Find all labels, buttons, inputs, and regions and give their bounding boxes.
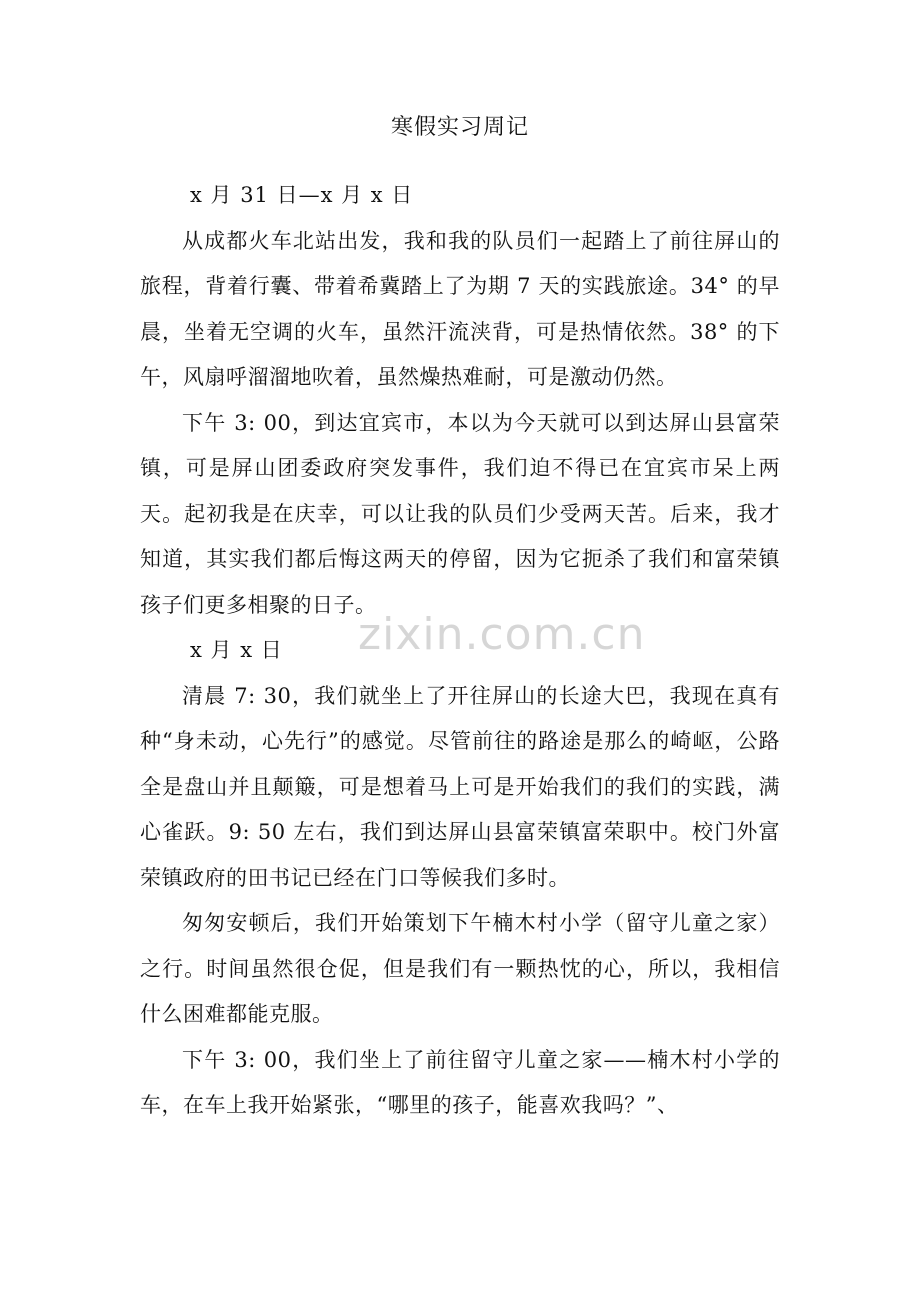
paragraph: 匆匆安顿后，我们开始策划下午楠木村小学（留守儿童之家）之行。时间虽然很仓促，但是我们有一颗热忱的心，所以，我相信什么困难都能克服。 xyxy=(140,911,780,1026)
date-heading: x 月 x 日 xyxy=(190,638,283,662)
document-body xyxy=(140,173,780,1129)
date-heading: x 月 31 日—x 月 x 日 xyxy=(190,183,414,207)
watermark: zixin.com.cn xyxy=(358,609,646,660)
paragraph: 下午 3: 00，到达宜宾市，本以为今天就可以到达屏山县富荣镇，可是屏山团委政府突发事件，我们迫不得已在宜宾市呆上两天。起初我是在庆幸，可以让我的队员们少受两天苦。后来，我才知道，其实我们都后悔这两天的停留，因为它扼杀了我们和富荣镇孩子们更多相聚的日子。 xyxy=(140,410,780,617)
paragraph: 清晨 7: 30，我们就坐上了开往屏山的长途大巴，我现在真有种“身未动，心先行”的感觉。尽管前往的路途是那么的崎岖，公路全是盘山并且颠簸，可是想着马上可是开始我们的我们的实践，满心雀跃。9: 50 左右，我们到达屏山县富荣镇富荣职中。校门外富荣镇政府的田书记已经在门口等候我们多时。 xyxy=(140,683,780,890)
paragraph: 从成都火车北站出发，我和我的队员们一起踏上了前往屏山的旅程，背着行囊、带着希冀踏上了为期 7 天的实践旅途。34° 的早晨，坐着无空调的火车，虽然汗流浃背，可是热情依然。38° 的下午，风扇呼溜溜地吹着，虽然燥热难耐，可是激动仍然。 xyxy=(140,228,780,389)
document-title: 寒假实习周记 xyxy=(390,115,529,140)
paragraph: 下午 3: 00，我们坐上了前往留守儿童之家——楠木村小学的车，在车上我开始紧张，“哪里的孩子，能喜欢我吗？”、 xyxy=(140,1047,780,1117)
